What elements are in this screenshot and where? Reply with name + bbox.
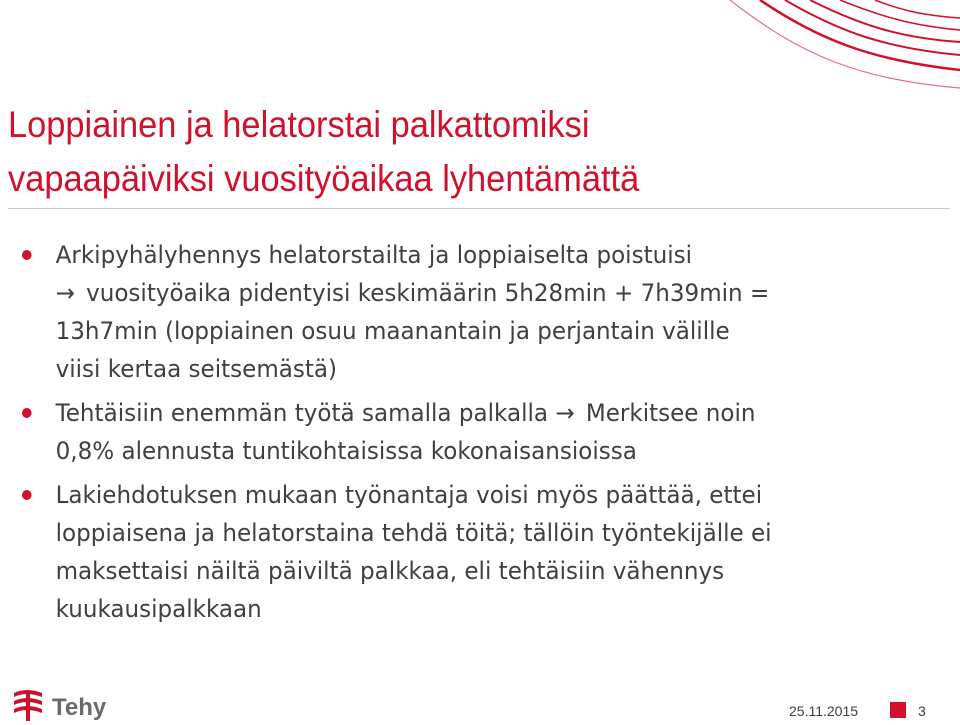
- page-number: 3: [918, 703, 926, 719]
- bullet-2-line-1-tail: Merkitsee noin: [585, 399, 756, 427]
- bullet-2-line-1-text: Tehtäisiin enemmän työtä samalla palkalla: [55, 399, 549, 427]
- title-line-2: vapaapäiviksi vuosityöaikaa lyhentämättä: [8, 158, 640, 199]
- bullet-list: [22, 236, 912, 634]
- bullet-3-line-3: maksettaisi näiltä päiviltä palkkaa, eli tehtäisiin vähennys: [55, 557, 725, 585]
- decorative-wave-lines: [700, 0, 960, 95]
- tehy-logo: [12, 687, 140, 721]
- bullet-item-3: [22, 476, 876, 628]
- footer-date: 25.11.2015: [789, 703, 859, 719]
- bullet-dot-icon: [22, 250, 32, 260]
- bullet-item-2: [22, 394, 876, 470]
- slide-title-area: [8, 98, 950, 209]
- bullet-1-line-2-text: vuosityöaika pidentyisi keskimäärin 5h28min + 7h39min =: [86, 279, 770, 307]
- logo-text: Tehy: [52, 694, 107, 721]
- bullet-3-line-2: loppiaisena ja helatorstaina tehdä töitä; tällöin työntekijälle ei: [55, 519, 772, 547]
- right-arrow-icon: →: [55, 279, 75, 307]
- bullet-1-line-2: [56, 274, 877, 312]
- right-arrow-icon: →: [555, 399, 575, 427]
- bullet-2-line-1: [56, 394, 877, 432]
- bullet-2-line-2: 0,8% alennusta tuntikohtaisissa kokonaisansioissa: [55, 437, 637, 465]
- bullet-1-line-3: 13h7min (loppiainen osuu maanantain ja perjantain välille: [55, 317, 730, 345]
- bullet-3-line-1: Lakiehdotuksen mukaan työnantaja voisi myös päättää, ettei: [55, 481, 763, 509]
- bullet-item-1: [22, 236, 876, 388]
- bullet-3-line-4: kuukausipalkkaan: [55, 595, 262, 623]
- footer-accent-square: [890, 702, 906, 718]
- bullet-dot-icon: [22, 490, 32, 500]
- bullet-1-line-4: viisi kertaa seitsemästä): [55, 355, 338, 383]
- bullet-dot-icon: [22, 408, 32, 418]
- bullet-1-line-1: Arkipyhälyhennys helatorstailta ja loppiaiselta poistuisi: [55, 241, 693, 269]
- title-line-1: Loppiainen ja helatorstai palkattomiksi: [8, 104, 590, 145]
- slide-title: [8, 98, 884, 206]
